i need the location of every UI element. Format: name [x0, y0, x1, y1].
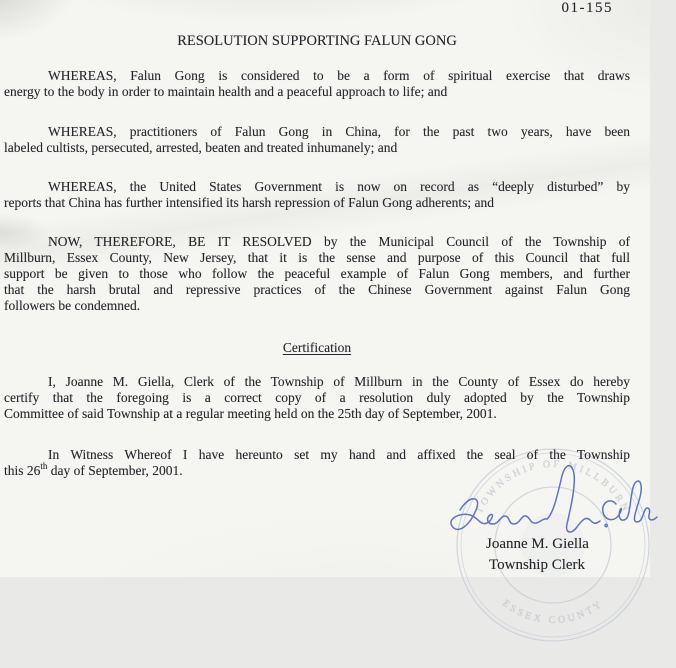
certification-heading: Certification — [282, 340, 352, 355]
text-line: Millburn, Essex County, New Jersey, that it is the sense and purpose of this Council that full — [4, 250, 630, 265]
text-line: NOW, THEREFORE, BE IT RESOLVED by the Municipal Council of the Township of — [48, 234, 630, 249]
text-line: energy to the body in order to maintain health and a peaceful approach to life; and — [4, 84, 448, 99]
document-title: RESOLUTION SUPPORTING FALUN GONG — [177, 33, 457, 49]
text-line: reports that China has further intensified its harsh repression of Falun Gong adherents; and — [4, 195, 495, 210]
seal-ring-text-bottom: ESSEX COUNTY — [500, 597, 606, 627]
certification-paragraph — [4, 374, 630, 422]
signature-ink — [451, 466, 657, 532]
witness-superscript: th — [40, 461, 48, 471]
text-line: certify that the foregoing is a correct copy of a resolution duly adopted by the Township — [4, 390, 630, 405]
text-line: In Witness Whereof I have hereunto set my hand and affixed the seal of the Township — [48, 447, 630, 462]
whereas-paragraph-3 — [4, 179, 630, 211]
seal-ring-text-top: TOWNSHIP OF MILLBURN — [474, 458, 632, 516]
text-line: I, Joanne M. Giella, Clerk of the Township of Millburn in the County of Essex do hereby — [48, 374, 630, 389]
signer-printed-title: Township Clerk — [489, 557, 586, 573]
witness-date-pre: this 26 — [4, 463, 41, 478]
text-line: WHEREAS, the United States Government is now on record as “deeply disturbed” by — [48, 179, 630, 194]
text-line: labeled cultists, persecuted, arrested, beaten and treated inhumanely; and — [4, 140, 398, 155]
text-line: followers be condemned. — [4, 298, 141, 313]
text-line: WHEREAS, Falun Gong is considered to be a form of spiritual exercise that draws — [48, 68, 630, 83]
witness-date-post: day of September, 2001. — [47, 463, 183, 478]
whereas-paragraph-1 — [4, 68, 630, 100]
text-line: that the harsh brutal and repressive practices of the Chinese Government against Falun Gong — [4, 282, 630, 297]
text-line: support be given to those who follow the peaceful example of Falun Gong members, and further — [4, 266, 630, 281]
signer-printed-name: Joanne M. Giella — [486, 536, 589, 552]
document-number: 01-155 — [561, 0, 613, 16]
resolved-paragraph — [4, 234, 630, 314]
text-line: WHEREAS, practitioners of Falun Gong in China, for the past two years, have been — [48, 124, 630, 139]
whereas-paragraph-2 — [4, 124, 630, 156]
text-line: Committee of said Township at a regular meeting held on the 25th day of September, 2001. — [4, 406, 497, 421]
